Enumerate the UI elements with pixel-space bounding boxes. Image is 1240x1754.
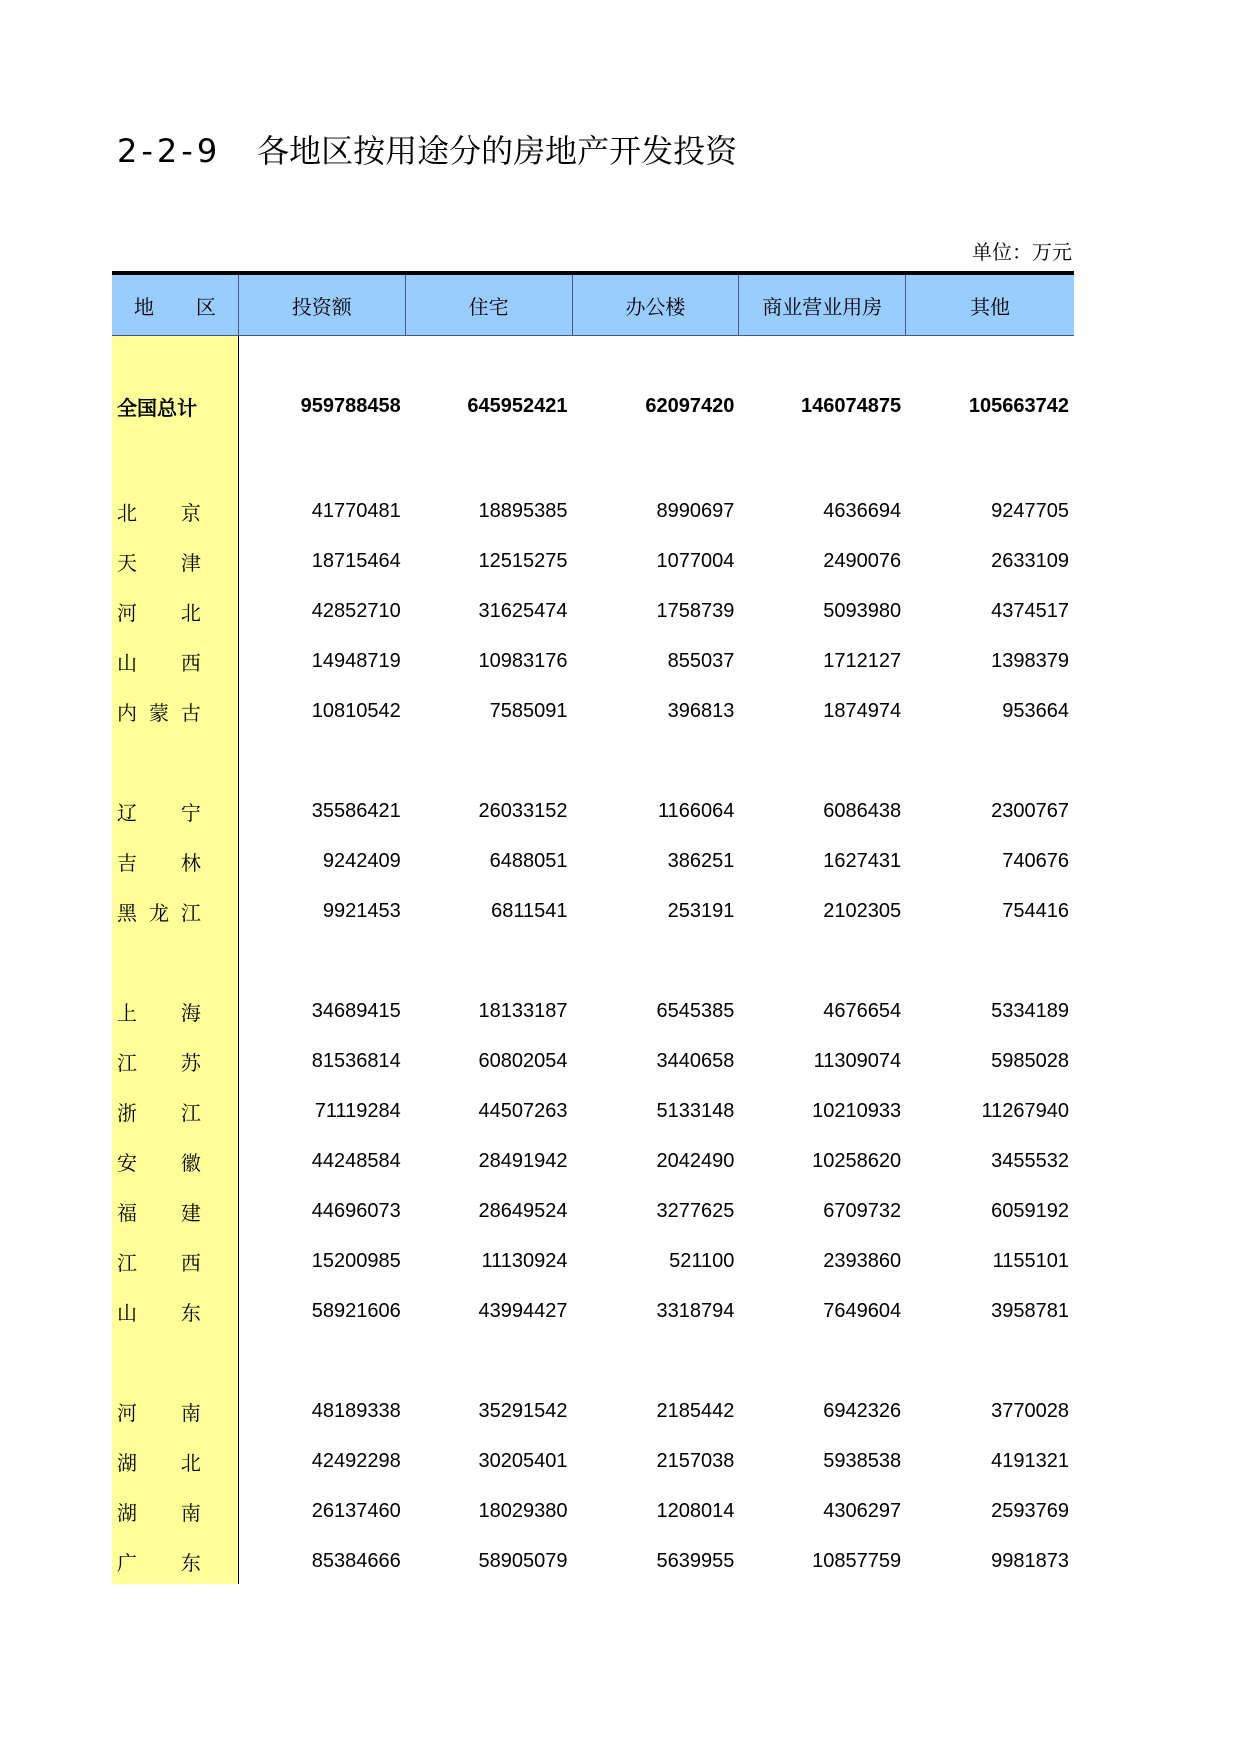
value-commercial: 4636694: [823, 499, 902, 522]
table-row: [112, 836, 1074, 886]
table-row: [112, 886, 1074, 936]
value-residential: 35291542: [478, 1399, 568, 1422]
value-investment: 14948719: [311, 649, 401, 672]
region-char: 福: [117, 1200, 137, 1225]
value-office: 3318794: [656, 1299, 735, 1322]
table-row: [112, 986, 1074, 1036]
value-residential: 43994427: [478, 1299, 568, 1322]
value-residential: 26033152: [478, 799, 568, 822]
value-investment: 81536814: [311, 1049, 401, 1072]
value-investment: 44248584: [311, 1149, 401, 1172]
region-name: [112, 1397, 239, 1426]
value-commercial: 4306297: [823, 1499, 902, 1522]
value-commercial: 6942326: [823, 1399, 902, 1422]
region-char: 内: [117, 700, 137, 725]
region-char: 东: [180, 1300, 201, 1325]
region-char: 河: [117, 600, 137, 625]
region-char: 黑: [117, 900, 137, 925]
value-residential: 6488051: [489, 849, 568, 872]
region-name: [112, 1247, 239, 1276]
value-investment: 48189338: [311, 1399, 401, 1422]
value-other: 4374517: [991, 599, 1069, 622]
value-investment: 34689415: [311, 999, 401, 1022]
value-other: 953664: [1002, 699, 1069, 722]
table-row: [112, 1486, 1074, 1536]
region-char: 海: [180, 1000, 201, 1025]
region-char: 江: [180, 1100, 201, 1125]
value-commercial: 4676654: [823, 999, 902, 1022]
value-investment: 85384666: [311, 1549, 401, 1572]
value-office: 2185442: [656, 1399, 735, 1422]
table-row: [112, 1386, 1074, 1436]
region-char: 湖: [117, 1500, 137, 1525]
table-number: 2-2-9: [117, 132, 222, 170]
value-residential: 44507263: [478, 1099, 568, 1122]
total-commercial: 146074875: [801, 394, 902, 417]
value-residential: 7585091: [489, 699, 568, 722]
value-commercial: 1712127: [823, 649, 902, 672]
region-char: 山: [117, 1300, 137, 1325]
region-char: 宁: [180, 800, 201, 825]
unit-label: 单位：万元: [972, 240, 1072, 264]
region-name: [112, 1197, 239, 1226]
value-residential: 30205401: [478, 1449, 568, 1472]
total-investment: 959788458: [300, 394, 401, 417]
value-commercial: 6709732: [823, 1199, 902, 1222]
table-row: [112, 1436, 1074, 1486]
value-investment: 42492298: [311, 1449, 401, 1472]
total-office: 62097420: [645, 394, 735, 417]
region-name: [112, 797, 239, 826]
value-other: 3958781: [991, 1299, 1069, 1322]
value-other: 5334189: [991, 999, 1069, 1022]
value-commercial: 10258620: [812, 1149, 902, 1172]
header-other: 其他: [970, 294, 1011, 319]
value-other: 3770028: [991, 1399, 1069, 1422]
value-office: 1077004: [656, 549, 735, 572]
value-residential: 18133187: [478, 999, 568, 1022]
value-office: 6545385: [656, 999, 735, 1022]
region-char: 北: [117, 500, 137, 525]
value-residential: 6811541: [491, 899, 568, 922]
spacer-row: [112, 1336, 1074, 1386]
value-other: 1155101: [992, 1249, 1069, 1272]
value-investment: 44696073: [311, 1199, 401, 1222]
region-char: 古: [180, 700, 201, 725]
table-row: [112, 1086, 1074, 1136]
header-region-char: 地: [134, 294, 154, 319]
value-commercial: 5093980: [823, 599, 902, 622]
table-row: [112, 1286, 1074, 1336]
value-commercial: 2490076: [823, 549, 902, 572]
total-label: 全国总计: [117, 395, 197, 420]
value-investment: 42852710: [311, 599, 401, 622]
value-investment: 9921453: [322, 899, 401, 922]
region-char: 湖: [117, 1450, 137, 1475]
value-residential: 18895385: [478, 499, 568, 522]
table-row: [112, 1236, 1074, 1286]
table-row: [112, 686, 1074, 736]
region-char: 津: [180, 550, 201, 575]
region-char: 天: [117, 550, 137, 575]
region-char: 林: [180, 850, 201, 875]
value-commercial: 7649604: [823, 1299, 902, 1322]
value-commercial: 2102305: [823, 899, 902, 922]
table-body: [112, 336, 1074, 1586]
value-other: 6059192: [991, 1199, 1069, 1222]
table-row: [112, 636, 1074, 686]
value-commercial: 5938538: [823, 1449, 902, 1472]
value-office: 5133148: [656, 1099, 735, 1122]
value-office: 396813: [667, 699, 735, 722]
region-name: [112, 597, 239, 626]
value-office: 1166064: [657, 799, 735, 822]
value-office: 386251: [667, 849, 735, 872]
region-name: [112, 647, 239, 676]
total-other: 105663742: [968, 394, 1069, 417]
region-char: 西: [180, 650, 201, 675]
header-region: [112, 275, 239, 335]
header-investment: 投资额: [239, 275, 406, 335]
total-residential: 645952421: [467, 394, 568, 417]
value-other: 3455532: [991, 1149, 1069, 1172]
region-name: [112, 997, 239, 1026]
value-investment: 9242409: [322, 849, 401, 872]
region-char: 吉: [117, 850, 137, 875]
value-investment: 58921606: [311, 1299, 401, 1322]
value-residential: 10983176: [478, 649, 568, 672]
region-char: 西: [180, 1250, 201, 1275]
header-residential: 住宅: [406, 275, 573, 335]
region-name: [112, 1547, 239, 1576]
value-residential: 11130924: [481, 1249, 568, 1272]
spacer-row: [112, 336, 1074, 376]
value-investment: 10810542: [311, 699, 401, 722]
value-office: 5639955: [656, 1549, 735, 1572]
region-char: 龙: [148, 900, 169, 925]
region-name: [112, 1297, 239, 1326]
region-name: [112, 1447, 239, 1476]
value-office: 2157038: [656, 1449, 735, 1472]
table-row: [112, 586, 1074, 636]
header-commercial: 商业营业用房: [739, 275, 906, 335]
value-other: 2300767: [991, 799, 1069, 822]
value-residential: 28649524: [478, 1199, 568, 1222]
investment-table: [112, 271, 1074, 1586]
spacer-row: [112, 736, 1074, 786]
region-name: [112, 847, 239, 876]
region-char: 江: [180, 900, 201, 925]
region-name: [112, 897, 239, 926]
value-office: 521100: [669, 1249, 735, 1272]
value-other: 740676: [1002, 849, 1069, 872]
value-residential: 18029380: [478, 1499, 568, 1522]
region-name: [112, 1097, 239, 1126]
value-office: 253191: [667, 899, 735, 922]
value-other: 5985028: [991, 1049, 1069, 1072]
value-other: 754416: [1002, 899, 1069, 922]
region-name: [112, 1147, 239, 1176]
region-char: 苏: [180, 1050, 201, 1075]
region-name: [112, 497, 239, 526]
value-office: 1208014: [656, 1499, 735, 1522]
value-residential: 28491942: [478, 1149, 568, 1172]
region-char: 南: [180, 1400, 201, 1425]
value-investment: 15200985: [311, 1249, 401, 1272]
value-other: 4191321: [991, 1449, 1069, 1472]
region-char: 建: [180, 1200, 201, 1225]
table-row: [112, 1036, 1074, 1086]
value-investment: 71119284: [314, 1099, 401, 1122]
value-commercial: 1627431: [823, 849, 902, 872]
value-residential: 58905079: [478, 1549, 568, 1572]
value-office: 3440658: [656, 1049, 735, 1072]
header-region-char: 区: [195, 294, 216, 319]
table-row: [112, 1186, 1074, 1236]
table-title: 各地区按用途分的房地产开发投资: [257, 132, 738, 170]
region-char: 南: [180, 1500, 201, 1525]
total-row: [112, 376, 1074, 436]
value-commercial: 6086438: [823, 799, 902, 822]
value-investment: 41770481: [311, 499, 401, 522]
value-other: 9247705: [991, 499, 1069, 522]
page-title: [117, 128, 737, 174]
region-char: 江: [117, 1250, 137, 1275]
value-investment: 26137460: [311, 1499, 401, 1522]
region-char: 浙: [117, 1100, 137, 1125]
value-office: 855037: [667, 649, 735, 672]
region-name: [112, 1497, 239, 1526]
value-commercial: 10210933: [812, 1099, 902, 1122]
value-other: 1398379: [991, 649, 1069, 672]
region-char: 上: [117, 1000, 137, 1025]
value-commercial: 1874974: [823, 699, 902, 722]
region-char: 京: [180, 500, 201, 525]
table-row: [112, 1536, 1074, 1586]
header-office: 办公楼: [573, 275, 740, 335]
spacer-row: [112, 936, 1074, 986]
region-name: [112, 1047, 239, 1076]
value-commercial: 10857759: [812, 1549, 902, 1572]
value-other: 2593769: [991, 1499, 1069, 1522]
value-other: 2633109: [991, 549, 1069, 572]
region-char: 广: [117, 1550, 137, 1575]
region-char: 北: [180, 1450, 201, 1475]
region-char: 东: [180, 1550, 201, 1575]
region-char: 河: [117, 1400, 137, 1425]
region-name: [112, 697, 239, 726]
value-residential: 12515275: [478, 549, 568, 572]
value-office: 2042490: [656, 1149, 735, 1172]
region-char: 江: [117, 1050, 137, 1075]
value-commercial: 2393860: [823, 1249, 902, 1272]
spacer-row: [112, 436, 1074, 486]
region-char: 蒙: [148, 700, 169, 725]
table-row: [112, 786, 1074, 836]
table-row: [112, 536, 1074, 586]
value-other: 9981873: [991, 1549, 1069, 1572]
region-char: 辽: [117, 800, 137, 825]
region-name: [112, 547, 239, 576]
value-investment: 35586421: [311, 799, 401, 822]
region-char: 徽: [180, 1150, 201, 1175]
value-office: 1758739: [656, 599, 735, 622]
region-char: 山: [117, 650, 137, 675]
region-char: 北: [180, 600, 201, 625]
value-office: 8990697: [656, 499, 735, 522]
region-char: 安: [117, 1150, 137, 1175]
table-row: [112, 1136, 1074, 1186]
value-other: 11267940: [981, 1099, 1069, 1122]
value-commercial: 11309074: [813, 1049, 902, 1072]
value-residential: 60802054: [478, 1049, 568, 1072]
table-row: [112, 486, 1074, 536]
value-investment: 18715464: [311, 549, 401, 572]
table-header: [112, 275, 1074, 336]
value-residential: 31625474: [478, 599, 568, 622]
value-office: 3277625: [656, 1199, 735, 1222]
